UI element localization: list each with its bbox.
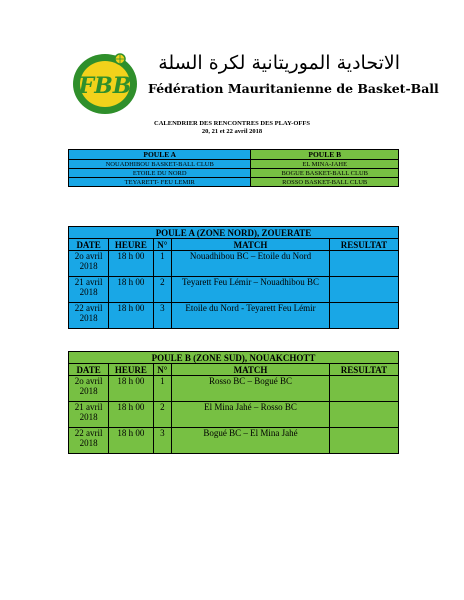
match-date: 2o avril 2018 bbox=[69, 251, 109, 277]
match-time: 18 h 00 bbox=[109, 277, 153, 303]
match-date: 22 avril 2018 bbox=[69, 303, 109, 329]
match-number: 3 bbox=[153, 303, 172, 329]
table-row bbox=[69, 277, 399, 303]
match-time: 18 h 00 bbox=[109, 303, 153, 329]
pool-b-team: EL MINA-JAHE bbox=[251, 160, 399, 169]
pool-a-header: POULE A bbox=[69, 150, 251, 160]
subtitle-line-1: CALENDRIER DES RENCONTRES DES PLAY-OFFS bbox=[154, 120, 310, 127]
pool-b-team: ROSSO BASKET-BALL CLUB bbox=[251, 178, 399, 187]
match-result bbox=[329, 303, 398, 329]
match-teams: Rosso BC – Bogué BC bbox=[172, 376, 330, 402]
match-result bbox=[329, 277, 398, 303]
match-result bbox=[329, 402, 398, 428]
federation-name: Fédération Mauritanienne de Basket-Ball bbox=[148, 81, 439, 96]
table-row bbox=[69, 251, 399, 277]
match-time: 18 h 00 bbox=[109, 376, 153, 402]
document-subtitle bbox=[0, 120, 464, 136]
match-time: 18 h 00 bbox=[109, 251, 153, 277]
column-number: N° bbox=[153, 239, 172, 251]
schedule-pool-a bbox=[68, 226, 399, 329]
column-date: DATE bbox=[69, 239, 109, 251]
match-number: 1 bbox=[153, 376, 172, 402]
match-number: 3 bbox=[153, 428, 172, 454]
schedule-title: POULE A (ZONE NORD), ZOUERATE bbox=[69, 227, 399, 239]
match-result bbox=[329, 251, 398, 277]
schedule-title: POULE B (ZONE SUD), NOUAKCHOTT bbox=[69, 352, 399, 364]
table-row bbox=[69, 428, 399, 454]
pools-table bbox=[68, 149, 399, 187]
match-teams: Nouadhibou BC – Etoile du Nord bbox=[172, 251, 330, 277]
subtitle-line-2: 20, 21 et 22 avril 2018 bbox=[201, 128, 263, 135]
match-time: 18 h 00 bbox=[109, 402, 153, 428]
match-teams: El Mina Jahé – Rosso BC bbox=[172, 402, 330, 428]
match-teams: Teyarett Feu Lémir – Nouadhibou BC bbox=[172, 277, 330, 303]
pool-b-team: BOGUE BASKET-BALL CLUB bbox=[251, 169, 399, 178]
column-heure: HEURE bbox=[109, 364, 153, 376]
match-result bbox=[329, 376, 398, 402]
table-row bbox=[69, 376, 399, 402]
document-header bbox=[70, 48, 439, 118]
match-date: 21 avril 2018 bbox=[69, 277, 109, 303]
column-match: MATCH bbox=[172, 239, 330, 251]
match-date: 2o avril 2018 bbox=[69, 376, 109, 402]
column-heure: HEURE bbox=[109, 239, 153, 251]
match-time: 18 h 00 bbox=[109, 428, 153, 454]
match-date: 22 avril 2018 bbox=[69, 428, 109, 454]
column-date: DATE bbox=[69, 364, 109, 376]
match-result bbox=[329, 428, 398, 454]
match-teams: Bogué BC – El Mina Jahé bbox=[172, 428, 330, 454]
match-number: 1 bbox=[153, 251, 172, 277]
federation-logo bbox=[70, 50, 140, 116]
match-number: 2 bbox=[153, 277, 172, 303]
schedule-pool-b bbox=[68, 351, 399, 454]
match-teams: Etoile du Nord - Teyarett Feu Lémir bbox=[172, 303, 330, 329]
match-date: 21 avril 2018 bbox=[69, 402, 109, 428]
table-row bbox=[69, 402, 399, 428]
column-resultat: RESULTAT bbox=[329, 364, 398, 376]
pool-b-header: POULE B bbox=[251, 150, 399, 160]
column-match: MATCH bbox=[172, 364, 330, 376]
column-resultat: RESULTAT bbox=[329, 239, 398, 251]
column-number: N° bbox=[153, 364, 172, 376]
pool-a-team: ETOILE DU NORD bbox=[69, 169, 251, 178]
pool-a-team: NOUADHIBOU BASKET-BALL CLUB bbox=[69, 160, 251, 169]
pool-a-team: TEYARETT- FEU LEMIR bbox=[69, 178, 251, 187]
table-row bbox=[69, 303, 399, 329]
logo-letters: FBB bbox=[78, 73, 132, 99]
arabic-title: الاتحادية الموريتانية لكرة السلة bbox=[158, 52, 400, 74]
match-number: 2 bbox=[153, 402, 172, 428]
